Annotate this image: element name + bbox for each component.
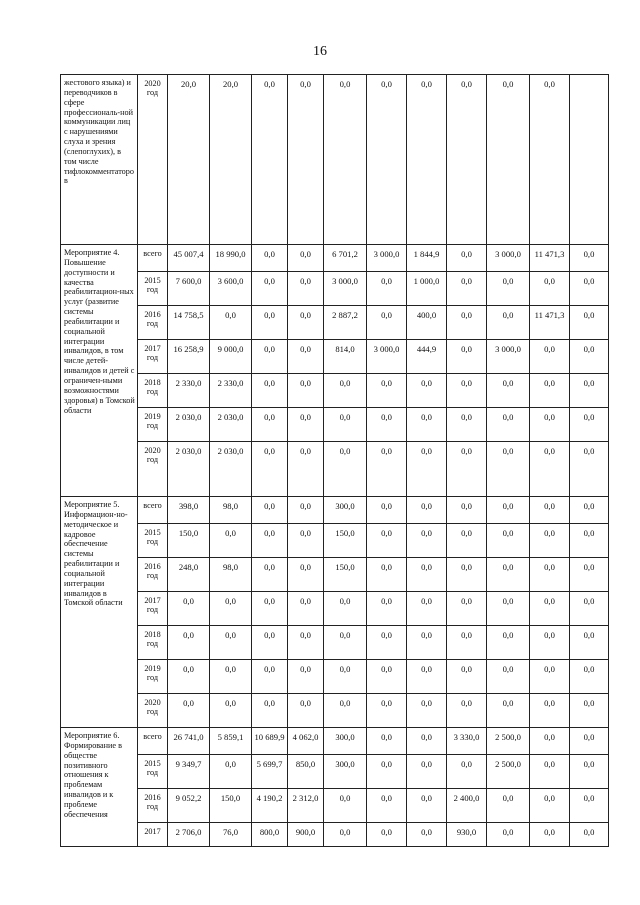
value-cell: 0,0: [288, 245, 324, 272]
value-cell: 9 000,0: [210, 340, 252, 374]
value-cell: 3 000,0: [367, 340, 407, 374]
value-cell: 0,0: [530, 408, 570, 442]
value-cell: 150,0: [210, 789, 252, 823]
value-cell: 20,0: [210, 75, 252, 245]
value-cell: 0,0: [407, 694, 447, 728]
year-cell: 2017 год: [138, 592, 168, 626]
value-cell: 0,0: [530, 694, 570, 728]
value-cell: 0,0: [367, 592, 407, 626]
value-cell: 0,0: [447, 660, 487, 694]
value-cell: 0,0: [367, 75, 407, 245]
value-cell: 2 500,0: [487, 728, 530, 755]
value-cell: 0,0: [407, 442, 447, 497]
value-cell: 0,0: [324, 694, 367, 728]
value-cell: 0,0: [570, 789, 609, 823]
value-cell: 0,0: [447, 340, 487, 374]
value-cell: 0,0: [210, 524, 252, 558]
value-cell: 0,0: [530, 558, 570, 592]
value-cell: 0,0: [288, 524, 324, 558]
value-cell: 0,0: [570, 626, 609, 660]
value-cell: 3 330,0: [447, 728, 487, 755]
value-cell: 0,0: [210, 306, 252, 340]
measure-name-cell: Мероприятие 6. Формирование в обществе позитивного отношения к проблемам инвалидов и к проблеме обеспечения: [61, 728, 138, 847]
value-cell: 2 887,2: [324, 306, 367, 340]
value-cell: 0,0: [487, 823, 530, 847]
value-cell: 0,0: [288, 306, 324, 340]
value-cell: 0,0: [570, 524, 609, 558]
value-cell: 0,0: [252, 558, 288, 592]
value-cell: 0,0: [447, 75, 487, 245]
value-cell: 0,0: [487, 558, 530, 592]
value-cell: 0,0: [570, 245, 609, 272]
value-cell: 0,0: [530, 75, 570, 245]
value-cell: 0,0: [367, 755, 407, 789]
value-cell: 0,0: [570, 660, 609, 694]
value-cell: 0,0: [407, 728, 447, 755]
value-cell: 0,0: [324, 442, 367, 497]
year-cell: всего: [138, 728, 168, 755]
value-cell: 0,0: [367, 306, 407, 340]
value-cell: 0,0: [487, 497, 530, 524]
value-cell: 7 600,0: [168, 272, 210, 306]
value-cell: 0,0: [570, 442, 609, 497]
value-cell: 0,0: [367, 272, 407, 306]
value-cell: 0,0: [447, 694, 487, 728]
value-cell: 0,0: [252, 75, 288, 245]
value-cell: 0,0: [530, 626, 570, 660]
value-cell: 0,0: [407, 660, 447, 694]
value-cell: 45 007,4: [168, 245, 210, 272]
value-cell: 10 689,9: [252, 728, 288, 755]
year-cell: 2015 год: [138, 755, 168, 789]
value-cell: 0,0: [487, 524, 530, 558]
value-cell: 0,0: [487, 626, 530, 660]
value-cell: 0,0: [530, 340, 570, 374]
table-row: [61, 592, 609, 626]
value-cell: 26 741,0: [168, 728, 210, 755]
value-cell: 150,0: [168, 524, 210, 558]
table-row: [61, 340, 609, 374]
value-cell: 800,0: [252, 823, 288, 847]
value-cell: 0,0: [367, 374, 407, 408]
year-cell: 2019 год: [138, 660, 168, 694]
value-cell: 0,0: [447, 558, 487, 592]
value-cell: 0,0: [487, 592, 530, 626]
value-cell: 2 400,0: [447, 789, 487, 823]
table-row: [61, 272, 609, 306]
value-cell: 11 471,3: [530, 245, 570, 272]
year-cell: всего: [138, 245, 168, 272]
value-cell: 6 701,2: [324, 245, 367, 272]
value-cell: 0,0: [252, 272, 288, 306]
value-cell: 0,0: [168, 626, 210, 660]
value-cell: 0,0: [324, 660, 367, 694]
value-cell: 0,0: [447, 374, 487, 408]
value-cell: 2 330,0: [210, 374, 252, 408]
year-cell: 2016 год: [138, 558, 168, 592]
value-cell: 150,0: [324, 524, 367, 558]
table-row: [61, 374, 609, 408]
value-cell: 0,0: [487, 306, 530, 340]
value-cell: 0,0: [367, 524, 407, 558]
value-cell: 16 258,9: [168, 340, 210, 374]
value-cell: 0,0: [210, 755, 252, 789]
year-cell: 2016 год: [138, 789, 168, 823]
value-cell: 0,0: [570, 340, 609, 374]
table-row: [61, 728, 609, 755]
value-cell: 2 030,0: [210, 408, 252, 442]
value-cell: 0,0: [447, 626, 487, 660]
value-cell: 1 844,9: [407, 245, 447, 272]
value-cell: 98,0: [210, 558, 252, 592]
value-cell: 248,0: [168, 558, 210, 592]
value-cell: 0,0: [168, 694, 210, 728]
value-cell: 0,0: [447, 592, 487, 626]
value-cell: 0,0: [570, 755, 609, 789]
table-row: [61, 660, 609, 694]
table-row: [61, 755, 609, 789]
value-cell: 150,0: [324, 558, 367, 592]
value-cell: 0,0: [288, 442, 324, 497]
measure-name-cell: Мероприятие 4. Повышение доступности и качества реабилитацион-ных услуг (развитие системы реабилитации и социальной интеграции инвалидов, в том числе детей-инвалидов и детей с ограничен-ными возможностями здоровья) в Томской области: [61, 245, 138, 497]
value-cell: 0,0: [252, 340, 288, 374]
value-cell: 0,0: [252, 694, 288, 728]
value-cell: 0,0: [367, 408, 407, 442]
value-cell: 2 706,0: [168, 823, 210, 847]
value-cell: 0,0: [367, 626, 407, 660]
value-cell: 0,0: [530, 823, 570, 847]
table-row: [61, 408, 609, 442]
value-cell: 2 330,0: [168, 374, 210, 408]
value-cell: 0,0: [570, 272, 609, 306]
value-cell: 0,0: [324, 789, 367, 823]
value-cell: 0,0: [252, 245, 288, 272]
value-cell: 5 859,1: [210, 728, 252, 755]
value-cell: 0,0: [367, 442, 407, 497]
value-cell: 0,0: [447, 755, 487, 789]
value-cell: 300,0: [324, 728, 367, 755]
value-cell: 0,0: [487, 374, 530, 408]
value-cell: 0,0: [487, 442, 530, 497]
value-cell: 444,9: [407, 340, 447, 374]
value-cell: 0,0: [168, 660, 210, 694]
value-cell: 0,0: [407, 524, 447, 558]
value-cell: 0,0: [487, 408, 530, 442]
value-cell: 76,0: [210, 823, 252, 847]
year-cell: 2016 год: [138, 306, 168, 340]
value-cell: 0,0: [210, 592, 252, 626]
table-row: [61, 789, 609, 823]
value-cell: 0,0: [288, 626, 324, 660]
value-cell: 2 030,0: [168, 442, 210, 497]
table-row: [61, 306, 609, 340]
value-cell: 0,0: [447, 497, 487, 524]
value-cell: 4 190,2: [252, 789, 288, 823]
value-cell: 398,0: [168, 497, 210, 524]
value-cell: 0,0: [570, 408, 609, 442]
value-cell: 3 000,0: [487, 245, 530, 272]
value-cell: 3 000,0: [367, 245, 407, 272]
value-cell: 9 052,2: [168, 789, 210, 823]
value-cell: 0,0: [530, 442, 570, 497]
value-cell: 0,0: [487, 694, 530, 728]
value-cell: 0,0: [210, 660, 252, 694]
value-cell: 814,0: [324, 340, 367, 374]
value-cell: 0,0: [570, 497, 609, 524]
year-cell: 2017 год: [138, 340, 168, 374]
value-cell: 0,0: [367, 558, 407, 592]
value-cell: 0,0: [288, 592, 324, 626]
value-cell: 0,0: [530, 755, 570, 789]
table-row: [61, 694, 609, 728]
year-cell: 2015 год: [138, 272, 168, 306]
value-cell: 0,0: [570, 374, 609, 408]
value-cell: 0,0: [570, 306, 609, 340]
value-cell: 0,0: [487, 789, 530, 823]
value-cell: 0,0: [570, 823, 609, 847]
value-cell: 0,0: [447, 524, 487, 558]
value-cell: 0,0: [407, 374, 447, 408]
value-cell: 0,0: [288, 340, 324, 374]
value-cell: 0,0: [367, 728, 407, 755]
year-cell: 2017: [138, 823, 168, 847]
value-cell: 0,0: [252, 442, 288, 497]
value-cell: 0,0: [447, 442, 487, 497]
value-cell: 0,0: [447, 272, 487, 306]
measure-name-cell: Мероприятие 5. Информацион-но-методическое и кадровое обеспечение системы реабилитации и социальной интеграции инвалидов в Томской области: [61, 497, 138, 728]
value-cell: 0,0: [210, 694, 252, 728]
year-cell: 2019 год: [138, 408, 168, 442]
value-cell: 9 349,7: [168, 755, 210, 789]
value-cell: 3 600,0: [210, 272, 252, 306]
value-cell: 0,0: [407, 558, 447, 592]
value-cell: 0,0: [288, 75, 324, 245]
table-row: [61, 524, 609, 558]
value-cell: 0,0: [367, 497, 407, 524]
value-cell: 300,0: [324, 755, 367, 789]
table-row: [61, 497, 609, 524]
value-cell: 0,0: [530, 660, 570, 694]
value-cell: 850,0: [288, 755, 324, 789]
value-cell: 0,0: [570, 592, 609, 626]
value-cell: 0,0: [407, 75, 447, 245]
value-cell: 0,0: [447, 306, 487, 340]
value-cell: 0,0: [288, 558, 324, 592]
value-cell: 0,0: [570, 694, 609, 728]
value-cell: 0,0: [324, 75, 367, 245]
value-cell: 3 000,0: [487, 340, 530, 374]
value-cell: 2 500,0: [487, 755, 530, 789]
value-cell: 0,0: [530, 592, 570, 626]
value-cell: 2 030,0: [210, 442, 252, 497]
value-cell: 0,0: [407, 497, 447, 524]
value-cell: 0,0: [324, 626, 367, 660]
value-cell: 0,0: [324, 823, 367, 847]
value-cell: 0,0: [530, 374, 570, 408]
value-cell: 3 000,0: [324, 272, 367, 306]
value-cell: 0,0: [210, 626, 252, 660]
value-cell: 0,0: [530, 789, 570, 823]
year-cell: 2020 год: [138, 694, 168, 728]
value-cell: 0,0: [367, 694, 407, 728]
value-cell: 0,0: [252, 306, 288, 340]
value-cell: 0,0: [407, 755, 447, 789]
year-cell: 2020 год: [138, 442, 168, 497]
value-cell: 0,0: [252, 497, 288, 524]
value-cell: 0,0: [252, 524, 288, 558]
value-cell: 0,0: [288, 374, 324, 408]
year-cell: 2018 год: [138, 374, 168, 408]
value-cell: 0,0: [288, 660, 324, 694]
value-cell: 0,0: [367, 789, 407, 823]
value-cell: 0,0: [252, 626, 288, 660]
year-cell: 2020 год: [138, 75, 168, 245]
value-cell: 0,0: [407, 592, 447, 626]
value-cell: 0,0: [288, 497, 324, 524]
value-cell: 930,0: [447, 823, 487, 847]
value-cell: 0,0: [407, 823, 447, 847]
value-cell: 2 312,0: [288, 789, 324, 823]
value-cell: 0,0: [324, 408, 367, 442]
budget-table: [60, 74, 609, 847]
value-cell: 0,0: [288, 694, 324, 728]
value-cell: 2 030,0: [168, 408, 210, 442]
value-cell: 14 758,5: [168, 306, 210, 340]
page-number: 16: [313, 44, 327, 59]
value-cell: 0,0: [252, 660, 288, 694]
value-cell: 0,0: [324, 592, 367, 626]
value-cell: 0,0: [288, 272, 324, 306]
value-cell: 0,0: [407, 789, 447, 823]
table-row: [61, 245, 609, 272]
table-row: [61, 823, 609, 847]
value-cell: 0,0: [530, 272, 570, 306]
value-cell: 0,0: [367, 660, 407, 694]
table-row: [61, 626, 609, 660]
value-cell: 900,0: [288, 823, 324, 847]
value-cell: 0,0: [324, 374, 367, 408]
value-cell: 0,0: [407, 408, 447, 442]
value-cell: 0,0: [447, 245, 487, 272]
value-cell: 0,0: [487, 75, 530, 245]
value-cell: 18 990,0: [210, 245, 252, 272]
value-cell: 0,0: [487, 660, 530, 694]
value-cell: 0,0: [570, 558, 609, 592]
value-cell: 1 000,0: [407, 272, 447, 306]
value-cell: 0,0: [570, 728, 609, 755]
table-row: [61, 442, 609, 497]
value-cell: 0,0: [530, 497, 570, 524]
value-cell: 0,0: [530, 728, 570, 755]
value-cell: 5 699,7: [252, 755, 288, 789]
value-cell: [570, 75, 609, 245]
value-cell: 20,0: [168, 75, 210, 245]
value-cell: 0,0: [530, 524, 570, 558]
value-cell: 0,0: [252, 374, 288, 408]
measure-name-cell: жестового языка) и переводчиков в сфере профессиональ-ной коммуникации лиц с нарушениями слуха и зрения (слепоглухих), в том числе тифлокомментаторов: [61, 75, 138, 245]
year-cell: 2018 год: [138, 626, 168, 660]
value-cell: 0,0: [252, 408, 288, 442]
table-row: [61, 75, 609, 245]
value-cell: 0,0: [447, 408, 487, 442]
value-cell: 0,0: [252, 592, 288, 626]
value-cell: 0,0: [367, 823, 407, 847]
value-cell: 0,0: [487, 272, 530, 306]
year-cell: всего: [138, 497, 168, 524]
value-cell: 11 471,3: [530, 306, 570, 340]
value-cell: 4 062,0: [288, 728, 324, 755]
value-cell: 98,0: [210, 497, 252, 524]
value-cell: 0,0: [168, 592, 210, 626]
value-cell: 0,0: [288, 408, 324, 442]
value-cell: 0,0: [407, 626, 447, 660]
value-cell: 400,0: [407, 306, 447, 340]
year-cell: 2015 год: [138, 524, 168, 558]
table-row: [61, 558, 609, 592]
value-cell: 300,0: [324, 497, 367, 524]
